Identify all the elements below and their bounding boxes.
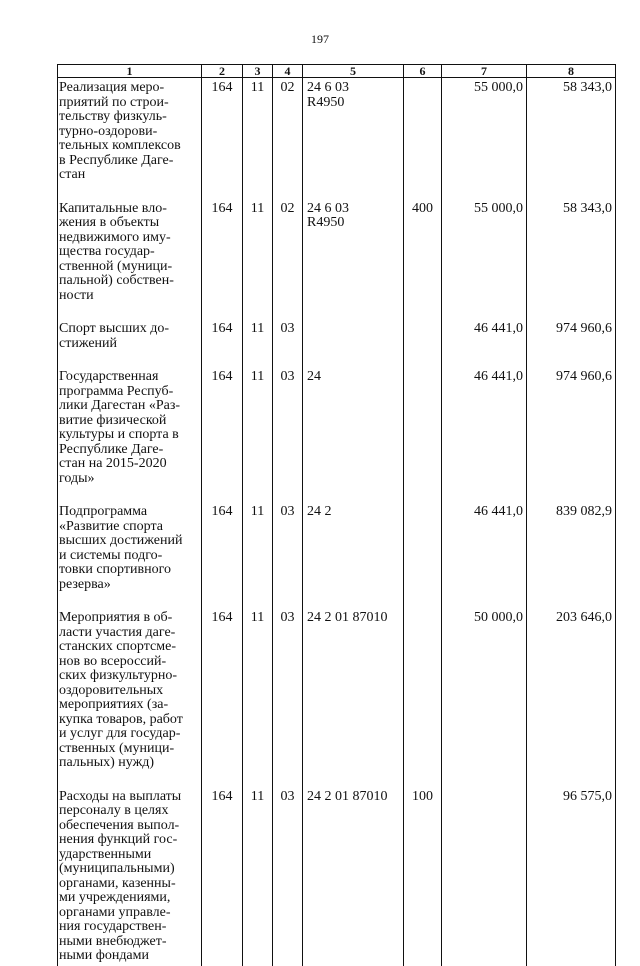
table-row bbox=[58, 199, 616, 320]
row-name-line: ских физкультурно- bbox=[59, 668, 178, 683]
section-code-cell: 11 bbox=[243, 787, 273, 966]
target-article-cell: 24 6 03 R4950 bbox=[303, 78, 404, 199]
section-code-cell: 11 bbox=[243, 367, 273, 502]
row-name-cell bbox=[58, 502, 202, 608]
row-name-line: ности bbox=[59, 287, 94, 303]
amount-2019-cell bbox=[442, 787, 527, 966]
header-col-7: 7 bbox=[442, 65, 527, 78]
amount-2020-cell: 58 343,0 bbox=[527, 199, 616, 320]
amount-2020-cell: 96 575,0 bbox=[527, 787, 616, 966]
expense-type-cell bbox=[404, 608, 442, 787]
row-name-line: ми учреждениями, bbox=[59, 890, 171, 905]
row-name-line: Государственная bbox=[59, 369, 159, 384]
amount-2019-cell: 50 000,0 bbox=[442, 608, 527, 787]
amount-2020-cell: 203 646,0 bbox=[527, 608, 616, 787]
row-name-line: Республике Даге- bbox=[59, 441, 164, 457]
header-col-3: 3 bbox=[243, 65, 273, 78]
row-name-line: щества государ- bbox=[59, 244, 155, 259]
subsection-code-cell: 03 bbox=[273, 367, 303, 502]
header-col-5: 5 bbox=[303, 65, 404, 78]
row-name-line: ными внебюджет- bbox=[59, 933, 167, 949]
row-name-line: культуры и спорта в bbox=[59, 427, 179, 442]
ministry-code-cell: 164 bbox=[202, 199, 243, 320]
row-name-cell bbox=[58, 787, 202, 966]
amount-2020-cell: 974 960,6 bbox=[527, 367, 616, 502]
header-row bbox=[58, 65, 616, 78]
section-code-cell: 11 bbox=[243, 199, 273, 320]
row-name-line: лики Дагестан «Раз- bbox=[59, 398, 181, 413]
section-code-cell: 11 bbox=[243, 608, 273, 787]
target-article-cell: 24 2 01 87010 bbox=[303, 608, 404, 787]
ministry-code-cell: 164 bbox=[202, 78, 243, 199]
row-name-line: стан bbox=[59, 167, 86, 182]
target-article-cell: 24 2 bbox=[303, 502, 404, 608]
subsection-code-cell: 03 bbox=[273, 502, 303, 608]
row-name-line: стан на 2015-2020 bbox=[59, 456, 167, 471]
header-col-4: 4 bbox=[273, 65, 303, 78]
row-name-line: ласти участия даге- bbox=[59, 624, 176, 640]
row-name-line: пальной) собствен- bbox=[59, 273, 174, 288]
table-row bbox=[58, 319, 616, 367]
budget-table bbox=[57, 64, 616, 966]
amount-2019-cell: 55 000,0 bbox=[442, 78, 527, 199]
row-name-line: приятий по строи- bbox=[59, 94, 169, 110]
row-name-line: турно-оздорови- bbox=[59, 123, 158, 139]
row-name-line: нов во всероссий- bbox=[59, 653, 167, 669]
row-name-line: «Развитие спорта bbox=[59, 518, 163, 534]
row-name-line: недвижимого иму- bbox=[59, 229, 171, 245]
ministry-code-cell: 164 bbox=[202, 367, 243, 502]
section-code-cell: 11 bbox=[243, 502, 273, 608]
row-name-cell bbox=[58, 367, 202, 502]
row-name-line: тельных комплексов bbox=[59, 138, 181, 153]
amount-2020-cell: 974 960,6 bbox=[527, 319, 616, 367]
amount-2019-cell: 46 441,0 bbox=[442, 367, 527, 502]
subsection-code-cell: 03 bbox=[273, 608, 303, 787]
table-body bbox=[58, 78, 616, 966]
ministry-code-cell: 164 bbox=[202, 319, 243, 367]
expense-type-cell bbox=[404, 367, 442, 502]
row-name-line: тельству физкуль- bbox=[59, 109, 167, 124]
subsection-code-cell: 03 bbox=[273, 319, 303, 367]
row-name-line: пальных) нужд) bbox=[59, 755, 155, 770]
row-name-line: Мероприятия в об- bbox=[59, 610, 173, 625]
row-name-line: стижений bbox=[59, 335, 118, 351]
subsection-code-cell: 02 bbox=[273, 199, 303, 320]
row-name-line: ными фондами bbox=[59, 948, 150, 963]
row-name-line: мероприятиях (за- bbox=[59, 697, 169, 712]
expense-type-cell bbox=[404, 502, 442, 608]
expense-type-cell bbox=[404, 78, 442, 199]
table-row bbox=[58, 608, 616, 787]
row-name-line: купка товаров, работ bbox=[59, 711, 183, 727]
row-name-cell bbox=[58, 319, 202, 367]
row-name-line: Подпрограмма bbox=[59, 504, 148, 519]
target-article-cell: 24 6 03 R4950 bbox=[303, 199, 404, 320]
subsection-code-cell: 03 bbox=[273, 787, 303, 966]
row-name-line: витие физической bbox=[59, 412, 167, 428]
header-col-8: 8 bbox=[527, 65, 616, 78]
row-name-line: товки спортивного bbox=[59, 562, 171, 577]
amount-2020-cell: 839 082,9 bbox=[527, 502, 616, 608]
ministry-code-cell: 164 bbox=[202, 502, 243, 608]
row-name-line: нения функций гос- bbox=[59, 832, 178, 847]
section-code-cell: 11 bbox=[243, 78, 273, 199]
amount-2019-cell: 46 441,0 bbox=[442, 319, 527, 367]
table-row bbox=[58, 367, 616, 502]
section-code-cell: 11 bbox=[243, 319, 273, 367]
subsection-code-cell: 02 bbox=[273, 78, 303, 199]
amount-2020-cell: 58 343,0 bbox=[527, 78, 616, 199]
table-row bbox=[58, 502, 616, 608]
expense-type-cell bbox=[404, 319, 442, 367]
row-name-line: персоналу в целях bbox=[59, 803, 169, 818]
ministry-code-cell: 164 bbox=[202, 608, 243, 787]
row-name-line: Спорт высших до- bbox=[59, 321, 170, 336]
amount-2019-cell: 46 441,0 bbox=[442, 502, 527, 608]
row-name-line: высших достижений bbox=[59, 533, 183, 548]
ministry-code-cell: 164 bbox=[202, 787, 243, 966]
row-name-line: жения в объекты bbox=[59, 215, 160, 230]
table-row bbox=[58, 787, 616, 966]
row-name-cell bbox=[58, 608, 202, 787]
row-name-line: оздоровительных bbox=[59, 682, 164, 698]
row-name-line: ственной (муници- bbox=[59, 258, 173, 274]
row-name-line: в Республике Даге- bbox=[59, 152, 174, 168]
row-name-line: органами, казенны- bbox=[59, 875, 176, 891]
target-article-cell bbox=[303, 319, 404, 367]
row-name-line: ния государствен- bbox=[59, 919, 167, 934]
target-article-cell: 24 bbox=[303, 367, 404, 502]
amount-2019-cell: 55 000,0 bbox=[442, 199, 527, 320]
row-name-line: программа Респуб- bbox=[59, 383, 174, 399]
row-name-line: органами управле- bbox=[59, 904, 171, 920]
row-name-line: станских спортсме- bbox=[59, 639, 176, 654]
row-name-line: и системы подго- bbox=[59, 547, 163, 563]
row-name-cell bbox=[58, 78, 202, 199]
page-number: 197 bbox=[311, 32, 329, 46]
row-name-line: резерва» bbox=[59, 576, 111, 592]
row-name-cell bbox=[58, 199, 202, 320]
table-row bbox=[58, 78, 616, 199]
header-col-1: 1 bbox=[58, 65, 202, 78]
header-col-2: 2 bbox=[202, 65, 243, 78]
row-name-line: Капитальные вло- bbox=[59, 200, 167, 216]
row-name-line: (муниципальными) bbox=[59, 861, 175, 876]
row-name-line: обеспечения выпол- bbox=[59, 817, 180, 833]
row-name-line: ственных (муници- bbox=[59, 740, 175, 756]
row-name-line: Расходы на выплаты bbox=[59, 788, 182, 804]
row-name-line: ударственными bbox=[59, 846, 152, 862]
expense-type-cell: 400 bbox=[404, 199, 442, 320]
row-name-line: и услуг для государ- bbox=[59, 726, 181, 741]
target-article-cell: 24 2 01 87010 bbox=[303, 787, 404, 966]
row-name-line: Реализация меро- bbox=[59, 80, 165, 95]
expense-type-cell: 100 bbox=[404, 787, 442, 966]
header-col-6: 6 bbox=[404, 65, 442, 78]
row-name-line: годы» bbox=[59, 470, 95, 486]
